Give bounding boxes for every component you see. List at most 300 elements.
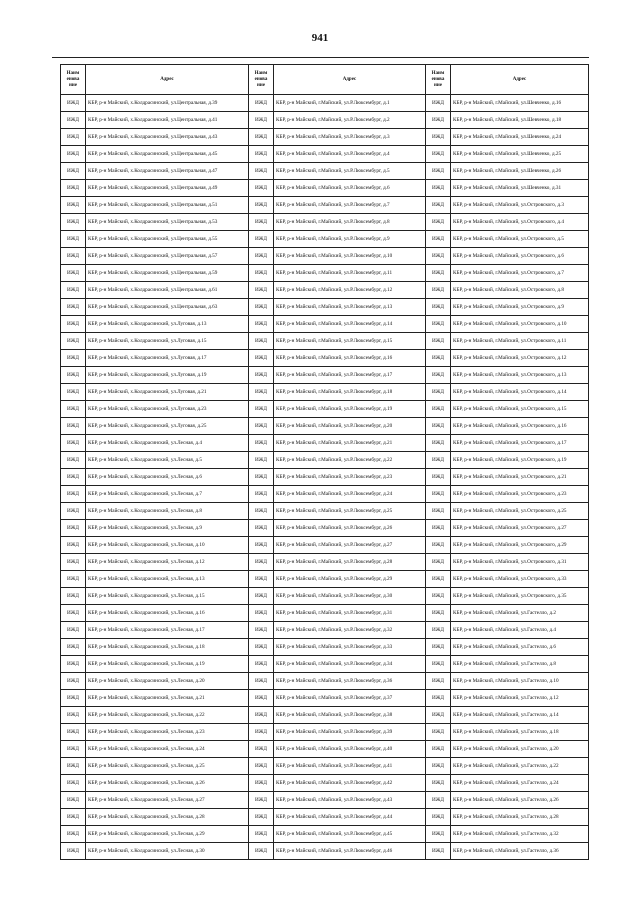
table-row xyxy=(61,622,589,639)
address-cell: КБР, р-н Майский, г.Майский, ул.Р.Люксембург, д.20 xyxy=(274,418,426,435)
building-type-cell: ИЖД xyxy=(61,520,86,537)
address-cell: КБР, р-н Майский, г.Майский, ул.Р.Люксембург, д.15 xyxy=(274,333,426,350)
address-cell: КБР, р-н Майский, г.Майский, ул.Р.Люксембург, д.14 xyxy=(274,316,426,333)
table-row xyxy=(61,299,589,316)
address-cell: КБР, р-н Майский, х.Колдрасинский, ул.Центральная, д.45 xyxy=(86,146,249,163)
address-cell: КБР, р-н Майский, г.Майский, ул.Гастелло, д.22 xyxy=(451,758,589,775)
column-header-kind: Наим енова ние xyxy=(61,65,86,95)
building-type-cell: ИЖД xyxy=(61,503,86,520)
building-type-cell: ИЖД xyxy=(61,95,86,112)
building-type-cell: ИЖД xyxy=(61,656,86,673)
building-type-cell: ИЖД xyxy=(249,741,274,758)
building-type-cell: ИЖД xyxy=(426,605,451,622)
building-type-cell: ИЖД xyxy=(426,248,451,265)
building-type-cell: ИЖД xyxy=(249,299,274,316)
table-row xyxy=(61,146,589,163)
building-type-cell: ИЖД xyxy=(61,197,86,214)
building-type-cell: ИЖД xyxy=(249,418,274,435)
table-row xyxy=(61,112,589,129)
table-row xyxy=(61,367,589,384)
address-cell: КБР, р-н Майский, г.Майский, ул.Р.Люксембург, д.42 xyxy=(274,775,426,792)
address-cell: КБР, р-н Майский, г.Майский, ул.Р.Люксембург, д.33 xyxy=(274,639,426,656)
address-cell: КБР, р-н Майский, х.Колдрасинский, ул.Центральная, д.59 xyxy=(86,265,249,282)
building-type-cell: ИЖД xyxy=(61,350,86,367)
building-type-cell: ИЖД xyxy=(61,367,86,384)
address-cell: КБР, р-н Майский, г.Майский, ул.Р.Люксембург, д.6 xyxy=(274,180,426,197)
address-cell: КБР, р-н Майский, г.Майский, ул.Островского, д.27 xyxy=(451,520,589,537)
building-type-cell: ИЖД xyxy=(61,146,86,163)
address-cell: КБР, р-н Майский, х.Колдрасинский, ул.Луговая, д.17 xyxy=(86,350,249,367)
address-cell: КБР, р-н Майский, г.Майский, ул.Островского, д.19 xyxy=(451,452,589,469)
column-header-address: Адрес xyxy=(274,65,426,95)
address-cell: КБР, р-н Майский, х.Колдрасинский, ул.Лесная, д.27 xyxy=(86,792,249,809)
building-type-cell: ИЖД xyxy=(249,452,274,469)
address-cell: КБР, р-н Майский, г.Майский, ул.Р.Люксембург, д.18 xyxy=(274,384,426,401)
address-cell: КБР, р-н Майский, г.Майский, ул.Шевченко, д.31 xyxy=(451,180,589,197)
building-type-cell: ИЖД xyxy=(61,571,86,588)
address-cell: КБР, р-н Майский, г.Майский, ул.Р.Люксембург, д.34 xyxy=(274,656,426,673)
building-type-cell: ИЖД xyxy=(249,316,274,333)
table-row xyxy=(61,163,589,180)
building-type-cell: ИЖД xyxy=(249,639,274,656)
building-type-cell: ИЖД xyxy=(61,282,86,299)
address-cell: КБР, р-н Майский, г.Майский, ул.Островского, д.8 xyxy=(451,282,589,299)
address-cell: КБР, р-н Майский, х.Колдрасинский, ул.Лесная, д.23 xyxy=(86,724,249,741)
table-row xyxy=(61,486,589,503)
address-cell: КБР, р-н Майский, х.Колдрасинский, ул.Лесная, д.16 xyxy=(86,605,249,622)
address-cell: КБР, р-н Майский, г.Майский, ул.Островского, д.15 xyxy=(451,401,589,418)
address-cell: КБР, р-н Майский, г.Майский, ул.Р.Люксембург, д.5 xyxy=(274,163,426,180)
table-row xyxy=(61,129,589,146)
table-row xyxy=(61,724,589,741)
address-cell: КБР, р-н Майский, г.Майский, ул.Островского, д.3 xyxy=(451,197,589,214)
building-type-cell: ИЖД xyxy=(426,197,451,214)
building-type-cell: ИЖД xyxy=(61,622,86,639)
address-cell: КБР, р-н Майский, х.Колдрасинский, ул.Центральная, д.57 xyxy=(86,248,249,265)
building-type-cell: ИЖД xyxy=(426,690,451,707)
address-cell: КБР, р-н Майский, г.Майский, ул.Гастелло, д.12 xyxy=(451,690,589,707)
address-cell: КБР, р-н Майский, г.Майский, ул.Гастелло, д.2 xyxy=(451,605,589,622)
building-type-cell: ИЖД xyxy=(249,656,274,673)
building-type-cell: ИЖД xyxy=(426,214,451,231)
address-cell: КБР, р-н Майский, г.Майский, ул.Гастелло, д.26 xyxy=(451,792,589,809)
address-cell: КБР, р-н Майский, г.Майский, ул.Р.Люксембург, д.30 xyxy=(274,588,426,605)
address-cell: КБР, р-н Майский, х.Колдрасинский, ул.Луговая, д.21 xyxy=(86,384,249,401)
address-cell: КБР, р-н Майский, г.Майский, ул.Р.Люксембург, д.28 xyxy=(274,554,426,571)
address-cell: КБР, р-н Майский, х.Колдрасинский, ул.Центральная, д.55 xyxy=(86,231,249,248)
building-type-cell: ИЖД xyxy=(249,792,274,809)
address-cell: КБР, р-н Майский, х.Колдрасинский, ул.Луговая, д.23 xyxy=(86,401,249,418)
address-cell: КБР, р-н Майский, г.Майский, ул.Р.Люксембург, д.36 xyxy=(274,673,426,690)
address-cell: КБР, р-н Майский, г.Майский, ул.Островского, д.17 xyxy=(451,435,589,452)
address-cell: КБР, р-н Майский, х.Колдрасинский, ул.Лесная, д.10 xyxy=(86,537,249,554)
address-cell: КБР, р-н Майский, г.Майский, ул.Р.Люксембург, д.8 xyxy=(274,214,426,231)
building-type-cell: ИЖД xyxy=(249,605,274,622)
address-cell: КБР, р-н Майский, г.Майский, ул.Островского, д.14 xyxy=(451,384,589,401)
building-type-cell: ИЖД xyxy=(61,214,86,231)
building-type-cell: ИЖД xyxy=(249,146,274,163)
building-type-cell: ИЖД xyxy=(249,554,274,571)
table-row xyxy=(61,741,589,758)
address-cell: КБР, р-н Майский, г.Майский, ул.Р.Люксембург, д.12 xyxy=(274,282,426,299)
address-cell: КБР, р-н Майский, г.Майский, ул.Островского, д.31 xyxy=(451,554,589,571)
building-type-cell: ИЖД xyxy=(426,418,451,435)
address-cell: КБР, р-н Майский, х.Колдрасинский, ул.Центральная, д.41 xyxy=(86,112,249,129)
address-cell: КБР, р-н Майский, г.Майский, ул.Гастелло, д.28 xyxy=(451,809,589,826)
table-row xyxy=(61,690,589,707)
building-type-cell: ИЖД xyxy=(61,248,86,265)
table-row xyxy=(61,758,589,775)
address-cell: КБР, р-н Майский, г.Майский, ул.Р.Люксембург, д.3 xyxy=(274,129,426,146)
building-type-cell: ИЖД xyxy=(426,112,451,129)
address-cell: КБР, р-н Майский, г.Майский, ул.Островского, д.10 xyxy=(451,316,589,333)
address-cell: КБР, р-н Майский, г.Майский, ул.Гастелло, д.4 xyxy=(451,622,589,639)
table-row xyxy=(61,503,589,520)
building-type-cell: ИЖД xyxy=(426,95,451,112)
building-type-cell: ИЖД xyxy=(426,231,451,248)
building-type-cell: ИЖД xyxy=(426,571,451,588)
table-row xyxy=(61,350,589,367)
address-cell: КБР, р-н Майский, г.Майский, ул.Р.Люксембург, д.45 xyxy=(274,826,426,843)
building-type-cell: ИЖД xyxy=(249,350,274,367)
address-cell: КБР, р-н Майский, х.Колдрасинский, ул.Луговая, д.25 xyxy=(86,418,249,435)
address-cell: КБР, р-н Майский, г.Майский, ул.Р.Люксембург, д.44 xyxy=(274,809,426,826)
address-cell: КБР, р-н Майский, г.Майский, ул.Островского, д.33 xyxy=(451,571,589,588)
building-type-cell: ИЖД xyxy=(426,809,451,826)
building-type-cell: ИЖД xyxy=(249,163,274,180)
address-cell: КБР, р-н Майский, г.Майский, ул.Р.Люксембург, д.10 xyxy=(274,248,426,265)
building-type-cell: ИЖД xyxy=(426,282,451,299)
address-cell: КБР, р-н Майский, г.Майский, ул.Р.Люксембург, д.13 xyxy=(274,299,426,316)
building-type-cell: ИЖД xyxy=(249,486,274,503)
building-type-cell: ИЖД xyxy=(61,826,86,843)
address-cell: КБР, р-н Майский, г.Майский, ул.Островского, д.29 xyxy=(451,537,589,554)
building-type-cell: ИЖД xyxy=(61,707,86,724)
address-cell: КБР, р-н Майский, г.Майский, ул.Островского, д.12 xyxy=(451,350,589,367)
address-cell: КБР, р-н Майский, г.Майский, ул.Островского, д.25 xyxy=(451,503,589,520)
building-type-cell: ИЖД xyxy=(61,843,86,860)
address-cell: КБР, р-н Майский, х.Колдрасинский, ул.Лесная, д.22 xyxy=(86,707,249,724)
address-cell: КБР, р-н Майский, г.Майский, ул.Гастелло, д.20 xyxy=(451,741,589,758)
building-type-cell: ИЖД xyxy=(426,775,451,792)
address-cell: КБР, р-н Майский, г.Майский, ул.Р.Люксембург, д.7 xyxy=(274,197,426,214)
table-row xyxy=(61,214,589,231)
building-type-cell: ИЖД xyxy=(426,537,451,554)
address-cell: КБР, р-н Майский, г.Майский, ул.Р.Люксембург, д.16 xyxy=(274,350,426,367)
building-type-cell: ИЖД xyxy=(61,299,86,316)
building-type-cell: ИЖД xyxy=(61,605,86,622)
table-row xyxy=(61,333,589,350)
building-type-cell: ИЖД xyxy=(249,469,274,486)
building-type-cell: ИЖД xyxy=(61,418,86,435)
address-cell: КБР, р-н Майский, г.Майский, ул.Гастелло, д.14 xyxy=(451,707,589,724)
table-row xyxy=(61,605,589,622)
address-cell: КБР, р-н Майский, х.Колдрасинский, ул.Центральная, д.43 xyxy=(86,129,249,146)
address-cell: КБР, р-н Майский, х.Колдрасинский, ул.Лесная, д.25 xyxy=(86,758,249,775)
building-type-cell: ИЖД xyxy=(426,146,451,163)
address-cell: КБР, р-н Майский, г.Майский, ул.Р.Люксембург, д.24 xyxy=(274,486,426,503)
building-type-cell: ИЖД xyxy=(426,826,451,843)
address-cell: КБР, р-н Майский, г.Майский, ул.Островского, д.23 xyxy=(451,486,589,503)
address-cell: КБР, р-н Майский, г.Майский, ул.Островского, д.4 xyxy=(451,214,589,231)
page-number: 941 xyxy=(311,32,329,44)
building-type-cell: ИЖД xyxy=(426,163,451,180)
address-cell: КБР, р-н Майский, х.Колдрасинский, ул.Лесная, д.30 xyxy=(86,843,249,860)
building-type-cell: ИЖД xyxy=(61,639,86,656)
building-type-cell: ИЖД xyxy=(249,248,274,265)
header-rule xyxy=(52,57,589,58)
building-type-cell: ИЖД xyxy=(61,316,86,333)
address-cell: КБР, р-н Майский, г.Майский, ул.Р.Люксембург, д.37 xyxy=(274,690,426,707)
building-type-cell: ИЖД xyxy=(426,673,451,690)
address-cell: КБР, р-н Майский, г.Майский, ул.Островского, д.7 xyxy=(451,265,589,282)
address-cell: КБР, р-н Майский, г.Майский, ул.Шевченко, д.16 xyxy=(451,95,589,112)
address-cell: КБР, р-н Майский, г.Майский, ул.Р.Люксембург, д.4 xyxy=(274,146,426,163)
table-row xyxy=(61,435,589,452)
building-type-cell: ИЖД xyxy=(426,843,451,860)
building-type-cell: ИЖД xyxy=(61,588,86,605)
building-type-cell: ИЖД xyxy=(61,775,86,792)
address-cell: КБР, р-н Майский, г.Майский, ул.Гастелло, д.8 xyxy=(451,656,589,673)
building-type-cell: ИЖД xyxy=(426,792,451,809)
address-cell: КБР, р-н Майский, г.Майский, ул.Островского, д.6 xyxy=(451,248,589,265)
building-type-cell: ИЖД xyxy=(426,554,451,571)
address-cell: КБР, р-н Майский, г.Майский, ул.Островского, д.35 xyxy=(451,588,589,605)
building-type-cell: ИЖД xyxy=(426,520,451,537)
address-cell: КБР, р-н Майский, х.Колдрасинский, ул.Лесная, д.24 xyxy=(86,741,249,758)
building-type-cell: ИЖД xyxy=(426,180,451,197)
address-cell: КБР, р-н Майский, х.Колдрасинский, ул.Лесная, д.4 xyxy=(86,435,249,452)
building-type-cell: ИЖД xyxy=(426,129,451,146)
address-cell: КБР, р-н Майский, х.Колдрасинский, ул.Лесная, д.19 xyxy=(86,656,249,673)
address-cell: КБР, р-н Майский, х.Колдрасинский, ул.Луговая, д.15 xyxy=(86,333,249,350)
address-cell: КБР, р-н Майский, г.Майский, ул.Островского, д.9 xyxy=(451,299,589,316)
address-cell: КБР, р-н Майский, х.Колдрасинский, ул.Лесная, д.8 xyxy=(86,503,249,520)
table-row xyxy=(61,656,589,673)
table-row xyxy=(61,792,589,809)
building-type-cell: ИЖД xyxy=(249,95,274,112)
address-cell: КБР, р-н Майский, х.Колдрасинский, ул.Центральная, д.61 xyxy=(86,282,249,299)
address-cell: КБР, р-н Майский, г.Майский, ул.Островского, д.5 xyxy=(451,231,589,248)
building-type-cell: ИЖД xyxy=(426,741,451,758)
building-type-cell: ИЖД xyxy=(249,809,274,826)
building-type-cell: ИЖД xyxy=(426,639,451,656)
address-cell: КБР, р-н Майский, г.Майский, ул.Р.Люксембург, д.25 xyxy=(274,503,426,520)
building-type-cell: ИЖД xyxy=(426,350,451,367)
table-row xyxy=(61,826,589,843)
address-cell: КБР, р-н Майский, х.Колдрасинский, ул.Центральная, д.49 xyxy=(86,180,249,197)
building-type-cell: ИЖД xyxy=(426,724,451,741)
address-cell: КБР, р-н Майский, х.Колдрасинский, ул.Центральная, д.51 xyxy=(86,197,249,214)
address-cell: КБР, р-н Майский, г.Майский, ул.Р.Люксембург, д.46 xyxy=(274,843,426,860)
table-row xyxy=(61,775,589,792)
building-type-cell: ИЖД xyxy=(249,826,274,843)
column-header-address: Адрес xyxy=(86,65,249,95)
address-cell: КБР, р-н Майский, г.Майский, ул.Р.Люксембург, д.21 xyxy=(274,435,426,452)
address-cell: КБР, р-н Майский, г.Майский, ул.Р.Люксембург, д.43 xyxy=(274,792,426,809)
address-cell: КБР, р-н Майский, г.Майский, ул.Р.Люксембург, д.31 xyxy=(274,605,426,622)
building-type-cell: ИЖД xyxy=(249,673,274,690)
address-cell: КБР, р-н Майский, г.Майский, ул.Гастелло, д.36 xyxy=(451,843,589,860)
building-type-cell: ИЖД xyxy=(61,435,86,452)
building-type-cell: ИЖД xyxy=(249,520,274,537)
building-type-cell: ИЖД xyxy=(61,129,86,146)
building-type-cell: ИЖД xyxy=(61,741,86,758)
address-cell: КБР, р-н Майский, г.Майский, ул.Р.Люксембург, д.22 xyxy=(274,452,426,469)
building-type-cell: ИЖД xyxy=(249,367,274,384)
address-cell: КБР, р-н Майский, г.Майский, ул.Гастелло, д.18 xyxy=(451,724,589,741)
table-row xyxy=(61,707,589,724)
building-type-cell: ИЖД xyxy=(249,180,274,197)
building-type-cell: ИЖД xyxy=(249,214,274,231)
table-row xyxy=(61,809,589,826)
address-cell: КБР, р-н Майский, г.Майский, ул.Островского, д.13 xyxy=(451,367,589,384)
table-row xyxy=(61,554,589,571)
address-cell: КБР, р-н Майский, г.Майский, ул.Р.Люксембург, д.40 xyxy=(274,741,426,758)
building-type-cell: ИЖД xyxy=(61,163,86,180)
table-row xyxy=(61,231,589,248)
table-row xyxy=(61,384,589,401)
building-type-cell: ИЖД xyxy=(426,316,451,333)
column-header-kind: Наим енова ние xyxy=(249,65,274,95)
address-cell: КБР, р-н Майский, г.Майский, ул.Р.Люксембург, д.32 xyxy=(274,622,426,639)
building-type-cell: ИЖД xyxy=(249,435,274,452)
address-cell: КБР, р-н Майский, х.Колдрасинский, ул.Лесная, д.18 xyxy=(86,639,249,656)
table-row xyxy=(61,180,589,197)
building-type-cell: ИЖД xyxy=(249,775,274,792)
building-type-cell: ИЖД xyxy=(61,486,86,503)
building-type-cell: ИЖД xyxy=(249,401,274,418)
building-type-cell: ИЖД xyxy=(426,707,451,724)
column-header-address: Адрес xyxy=(451,65,589,95)
address-cell: КБР, р-н Майский, х.Колдрасинский, ул.Лесная, д.17 xyxy=(86,622,249,639)
building-type-cell: ИЖД xyxy=(249,333,274,350)
table-row xyxy=(61,469,589,486)
building-type-cell: ИЖД xyxy=(249,843,274,860)
address-cell: КБР, р-н Майский, г.Майский, ул.Шевченко, д.26 xyxy=(451,163,589,180)
address-cell: КБР, р-н Майский, г.Майский, ул.Р.Люксембург, д.26 xyxy=(274,520,426,537)
address-cell: КБР, р-н Майский, г.Майский, ул.Гастелло, д.32 xyxy=(451,826,589,843)
building-type-cell: ИЖД xyxy=(426,469,451,486)
table-row xyxy=(61,673,589,690)
address-cell: КБР, р-н Майский, г.Майский, ул.Р.Люксембург, д.41 xyxy=(274,758,426,775)
building-type-cell: ИЖД xyxy=(249,384,274,401)
address-cell: КБР, р-н Майский, г.Майский, ул.Р.Люксембург, д.9 xyxy=(274,231,426,248)
building-type-cell: ИЖД xyxy=(249,690,274,707)
building-type-cell: ИЖД xyxy=(249,197,274,214)
address-cell: КБР, р-н Майский, г.Майский, ул.Островского, д.11 xyxy=(451,333,589,350)
building-type-cell: ИЖД xyxy=(426,656,451,673)
building-type-cell: ИЖД xyxy=(61,265,86,282)
building-type-cell: ИЖД xyxy=(61,554,86,571)
building-type-cell: ИЖД xyxy=(426,367,451,384)
table-row xyxy=(61,316,589,333)
building-type-cell: ИЖД xyxy=(249,129,274,146)
address-cell: КБР, р-н Майский, х.Колдрасинский, ул.Лесная, д.7 xyxy=(86,486,249,503)
table-row xyxy=(61,520,589,537)
address-cell: КБР, р-н Майский, х.Колдрасинский, ул.Центральная, д.63 xyxy=(86,299,249,316)
address-cell: КБР, р-н Майский, г.Майский, ул.Островского, д.16 xyxy=(451,418,589,435)
address-cell: КБР, р-н Майский, г.Майский, ул.Р.Люксембург, д.38 xyxy=(274,707,426,724)
building-type-cell: ИЖД xyxy=(249,571,274,588)
table-row xyxy=(61,401,589,418)
building-type-cell: ИЖД xyxy=(426,333,451,350)
column-header-kind: Наим енова ние xyxy=(426,65,451,95)
building-type-cell: ИЖД xyxy=(249,537,274,554)
building-type-cell: ИЖД xyxy=(249,282,274,299)
table-row xyxy=(61,197,589,214)
building-type-cell: ИЖД xyxy=(426,384,451,401)
table-row xyxy=(61,265,589,282)
building-type-cell: ИЖД xyxy=(61,452,86,469)
building-type-cell: ИЖД xyxy=(426,503,451,520)
address-cell: КБР, р-н Майский, х.Колдрасинский, ул.Луговая, д.13 xyxy=(86,316,249,333)
building-type-cell: ИЖД xyxy=(61,112,86,129)
address-cell: КБР, р-н Майский, х.Колдрасинский, ул.Лесная, д.29 xyxy=(86,826,249,843)
table-row xyxy=(61,282,589,299)
building-type-cell: ИЖД xyxy=(61,401,86,418)
building-type-cell: ИЖД xyxy=(249,503,274,520)
building-type-cell: ИЖД xyxy=(426,299,451,316)
table-row xyxy=(61,588,589,605)
building-type-cell: ИЖД xyxy=(61,537,86,554)
address-cell: КБР, р-н Майский, г.Майский, ул.Р.Люксембург, д.11 xyxy=(274,265,426,282)
table-row xyxy=(61,537,589,554)
building-type-cell: ИЖД xyxy=(61,809,86,826)
table-row xyxy=(61,418,589,435)
address-cell: КБР, р-н Майский, х.Колдрасинский, ул.Лесная, д.12 xyxy=(86,554,249,571)
address-cell: КБР, р-н Майский, х.Колдрасинский, ул.Центральная, д.39 xyxy=(86,95,249,112)
address-cell: КБР, р-н Майский, х.Колдрасинский, ул.Лесная, д.21 xyxy=(86,690,249,707)
address-cell: КБР, р-н Майский, г.Майский, ул.Р.Люксембург, д.23 xyxy=(274,469,426,486)
address-cell: КБР, р-н Майский, г.Майский, ул.Шевченко, д.18 xyxy=(451,112,589,129)
table-row xyxy=(61,639,589,656)
address-cell: КБР, р-н Майский, х.Колдрасинский, ул.Лесная, д.6 xyxy=(86,469,249,486)
building-type-cell: ИЖД xyxy=(249,622,274,639)
address-cell: КБР, р-н Майский, х.Колдрасинский, ул.Лесная, д.5 xyxy=(86,452,249,469)
address-cell: КБР, р-н Майский, г.Майский, ул.Р.Люксембург, д.39 xyxy=(274,724,426,741)
address-cell: КБР, р-н Майский, г.Майский, ул.Р.Люксембург, д.29 xyxy=(274,571,426,588)
address-cell: КБР, р-н Майский, г.Майский, ул.Р.Люксембург, д.1 xyxy=(274,95,426,112)
building-type-cell: ИЖД xyxy=(426,401,451,418)
building-type-cell: ИЖД xyxy=(426,486,451,503)
address-cell: КБР, р-н Майский, г.Майский, ул.Шевченко, д.24 xyxy=(451,129,589,146)
table-header-row xyxy=(61,65,589,95)
address-cell: КБР, р-н Майский, х.Колдрасинский, ул.Центральная, д.47 xyxy=(86,163,249,180)
address-cell: КБР, р-н Майский, х.Колдрасинский, ул.Лесная, д.20 xyxy=(86,673,249,690)
building-type-cell: ИЖД xyxy=(426,435,451,452)
address-cell: КБР, р-н Майский, г.Майский, ул.Р.Люксембург, д.27 xyxy=(274,537,426,554)
building-type-cell: ИЖД xyxy=(249,707,274,724)
building-type-cell: ИЖД xyxy=(61,384,86,401)
table-row xyxy=(61,452,589,469)
building-type-cell: ИЖД xyxy=(61,724,86,741)
building-type-cell: ИЖД xyxy=(61,758,86,775)
building-type-cell: ИЖД xyxy=(249,265,274,282)
address-cell: КБР, р-н Майский, х.Колдрасинский, ул.Лесная, д.28 xyxy=(86,809,249,826)
building-type-cell: ИЖД xyxy=(61,180,86,197)
building-type-cell: ИЖД xyxy=(426,622,451,639)
address-cell: КБР, р-н Майский, г.Майский, ул.Шевченко, д.25 xyxy=(451,146,589,163)
address-cell: КБР, р-н Майский, х.Колдрасинский, ул.Лесная, д.13 xyxy=(86,571,249,588)
table-row xyxy=(61,248,589,265)
building-type-cell: ИЖД xyxy=(249,724,274,741)
building-type-cell: ИЖД xyxy=(249,231,274,248)
address-cell: КБР, р-н Майский, х.Колдрасинский, ул.Центральная, д.53 xyxy=(86,214,249,231)
building-type-cell: ИЖД xyxy=(426,265,451,282)
address-cell: КБР, р-н Майский, г.Майский, ул.Гастелло, д.10 xyxy=(451,673,589,690)
building-type-cell: ИЖД xyxy=(426,588,451,605)
